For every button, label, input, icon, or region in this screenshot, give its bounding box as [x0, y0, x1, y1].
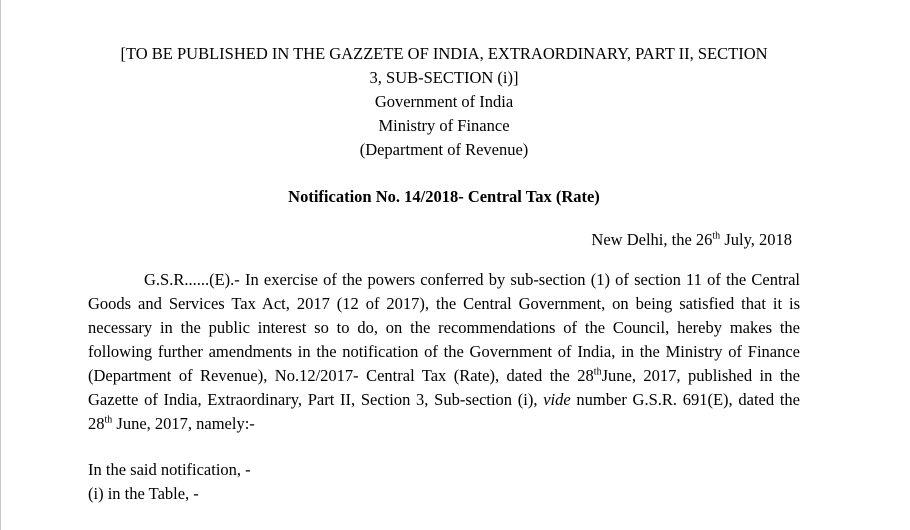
gazette-header-line-2: 3, SUB-SECTION (i)] [369, 68, 519, 87]
document-page [88, 42, 800, 506]
paragraph-text-1: G.S.R......(E).- In exercise of the powers conferred by sub-section (1) of section 11 of the Central Goods and Services Tax Act, 2017 (12 of 2017), the Central Government, on being satisfied that it is necessary in the public interest so to do, on the recommendations of the Council, hereby makes the following further amendments in the notification of the Government of India, in the Ministry of Finance (Department of Revenue), No.12/2017- Central Tax (Rate), dated the 28 [88, 270, 800, 385]
paragraph-text-4: June, 2017, namely:- [112, 414, 255, 433]
paragraph-ordinal-2: th [104, 414, 113, 426]
amendment-list [88, 458, 800, 506]
dateline-ordinal: th [712, 230, 721, 242]
paragraph-vide: vide [543, 390, 571, 409]
dateline-prefix: New Delhi, the 26 [591, 230, 713, 249]
notification-title: Notification No. 14/2018- Central Tax (Rate) [288, 187, 600, 206]
ministry-name: Ministry of Finance [378, 116, 510, 135]
body-paragraph [88, 268, 800, 436]
government-name: Government of India [374, 92, 514, 111]
paragraph-ordinal-1: th [593, 366, 602, 378]
department-name: (Department of Revenue) [359, 140, 529, 159]
gazette-header-line-1: [TO BE PUBLISHED IN THE GAZZETE OF INDIA, EXTRAORDINARY, PART II, SECTION [120, 44, 768, 63]
dateline [88, 228, 800, 252]
table-amendment-item: (i) in the Table, - [88, 484, 199, 503]
paragraph-text-3: number G.S.R. 691(E), dated the 28 [88, 390, 800, 433]
page-left-border [0, 0, 1, 530]
dateline-suffix: July, 2018 [720, 230, 792, 249]
said-notification-line: In the said notification, - [88, 460, 251, 479]
gazette-header [88, 42, 800, 162]
paragraph-text-2: June, 2017, published in the Gazette of India, Extraordinary, Part II, Section 3, Sub-section (i), [88, 366, 800, 409]
